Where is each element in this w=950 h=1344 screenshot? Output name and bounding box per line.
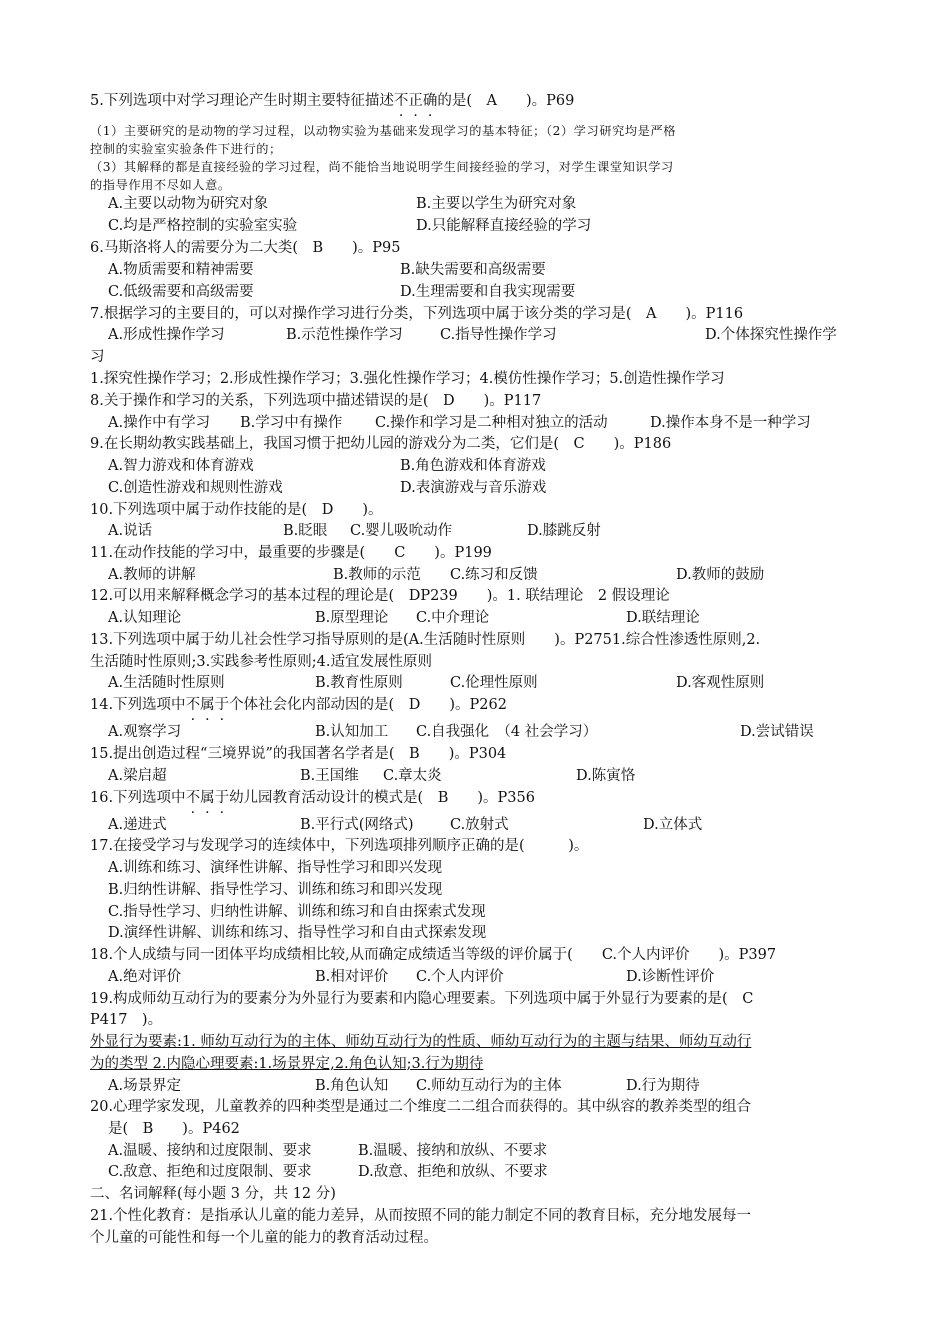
q13-option-b: B.教育性原则: [315, 675, 403, 691]
q11-stem: 11.在动作技能的学习中，最重要的步骤是( C )。P199: [90, 545, 492, 561]
q19-option-c: C.师幼互动行为的主体: [416, 1078, 562, 1094]
q7-option-b: B.示范性操作学习: [286, 327, 403, 343]
section-heading: 二、名词解释(每小题 3 分，共 12 分): [90, 1186, 336, 1202]
q20-option-a: A.温暖、接纳和过度限制、要求: [108, 1143, 312, 1159]
q9-option-a: A.智力游戏和体育游戏: [108, 458, 254, 474]
q10-option-c: C.婴儿吸吮动作: [350, 523, 453, 539]
q15-option-d: D.陈寅恪: [576, 768, 636, 784]
q7-option-a: A.形成性操作学习: [108, 327, 225, 343]
q5-note-4: 的指导作用不尽如人意。: [90, 178, 231, 192]
q12-option-c: C.中介理论: [416, 610, 490, 626]
q17-option-d: D.演绎性讲解、训练和练习、指导性学习和自由式探索发现: [108, 925, 487, 941]
emphasis-char: 确: [422, 93, 438, 109]
q15-option-c: C.章太炎: [383, 768, 442, 784]
q14-option-b: B.认知加工: [315, 724, 389, 740]
q15-option-a: A.梁启超: [108, 768, 167, 784]
q5-option-c: C.均是严格控制的实验室实验: [108, 218, 298, 234]
emphasis-char: 于: [214, 697, 230, 713]
q19-stem-2: P417 )。: [90, 1012, 163, 1028]
emphasis-char: 不: [185, 790, 201, 806]
q7-note: 1.探究性操作学习；2.形成性操作学习；3.强化性操作学习；4.模仿性操作学习；5.创造性操作学习: [90, 371, 725, 387]
q19-note-2: 为的类型 2.内隐心理要素:1.场景界定,2.角色认知;3.行为期待: [90, 1056, 484, 1072]
q11-option-b: B.教师的示范: [333, 567, 421, 583]
q21-line-2: 个儿童的可能性和每一个儿童的能力的教育活动过程。: [90, 1230, 438, 1246]
q6-option-c: C.低级需要和高级需要: [108, 284, 254, 300]
q12-option-d: D.联结理论: [626, 610, 700, 626]
q14-option-d: D.尝试错误: [740, 724, 814, 740]
q8-option-c: C.操作和学习是二种相对独立的活动: [375, 415, 608, 431]
q5-note-3: （3）其解释的都是直接经验的学习过程，尚不能恰当地说明学生间接经验的学习，对学生课堂知识学习: [90, 160, 674, 174]
q11-option-d: D.教师的鼓励: [676, 567, 765, 583]
q19-option-b: B.角色认知: [315, 1078, 389, 1094]
q5-option-b: B.主要以学生为研究对象: [416, 196, 577, 212]
q8-option-b: B.学习中有操作: [240, 415, 343, 431]
q19-option-a: A.场景界定: [108, 1078, 182, 1094]
q11-option-c: C.练习和反馈: [450, 567, 538, 583]
q15-option-b: B.王国维: [300, 768, 359, 784]
q20-stem: 20.心理学家发现，儿童教养的四种类型是通过二个维度二二组合而获得的。其中纵容的教养类型的组合: [90, 1099, 752, 1115]
q6-option-b: B.缺失需要和高级需要: [400, 262, 546, 278]
q5-option-d: D.只能解释直接经验的学习: [416, 218, 592, 234]
q13-option-a: A.生活随时性原则: [108, 675, 225, 691]
q18-option-b: B.相对评价: [315, 969, 389, 985]
q12-stem: 12.可以用来解释概念学习的基本过程的理论是( DP239 )。1. 联结理论 2 假设理论: [90, 588, 670, 604]
q16-option-d: D.立体式: [643, 817, 703, 833]
q18-stem: 18.个人成绩与同一团体平均成绩相比较,从而确定成绩适当等级的评价属于( C.个人内评价 )。P397: [90, 947, 777, 963]
q8-option-d: D.操作本身不是一种学习: [650, 415, 811, 431]
emphasis-char: 属: [200, 697, 215, 713]
emphasis-char: 属: [200, 790, 215, 806]
q20-option-c: C.敌意、拒绝和过度限制、要求: [108, 1164, 312, 1180]
q17-option-b: B.归纳性讲解、指导性学习、训练和练习和即兴发现: [108, 882, 443, 898]
q8-stem: 8.关于操作和学习的关系，下列选项中描述错误的是( D )。P117: [90, 393, 542, 409]
q9-stem: 9.在长期幼教实践基础上，我国习惯于把幼儿园的游戏分为二类，它们是( C )。P186: [90, 436, 672, 452]
q10-option-b: B.眨眼: [283, 523, 328, 539]
q6-option-d: D.生理需要和自我实现需要: [400, 284, 576, 300]
q9-option-c: C.创造性游戏和规则性游戏: [108, 480, 283, 496]
q18-option-a: A.绝对评价: [108, 969, 182, 985]
q10-option-a: A.说话: [108, 523, 153, 539]
q19-stem: 19.构成师幼互动行为的要素分为外显行为要素和内隐心理要素。下列选项中属于外显行为要素的是( C: [90, 991, 754, 1007]
emphasis-char: 于: [214, 790, 230, 806]
q13-stem: 13.下列选项中属于幼儿社会性学习指导原则的是(A.生活随时性原则 )。P2751.综合性渗透性原则,2.: [90, 632, 761, 648]
q10-option-d: D.膝跳反射: [527, 523, 601, 539]
q5-stem: 5.下列选项中对学习理论产生时期主要特征描述不正确的是( A )。P69: [90, 93, 575, 109]
q20-stem-2: 是( B )。P462: [108, 1121, 240, 1137]
q8-option-a: A.操作中有学习: [108, 415, 211, 431]
q9-option-b: B.角色游戏和体育游戏: [400, 458, 546, 474]
q13-stem-2: 生活随时性原则;3.实践参考性原则;4.适宜发展性原则: [90, 654, 432, 670]
q18-option-c: C.个人内评价: [416, 969, 504, 985]
q17-option-a: A.训练和练习、演绎性讲解、指导性学习和即兴发现: [108, 860, 443, 876]
q10-stem: 10.下列选项中属于动作技能的是( D )。: [90, 502, 383, 518]
q14-stem: 14.下列选项中不属于个体社会化内部动因的是( D )。P262: [90, 697, 507, 713]
q18-option-d: D.诊断性评价: [626, 969, 715, 985]
q7-stem: 7.根据学习的主要目的，可以对操作学习进行分类，下列选项中属于该分类的学习是( A )。P116: [90, 306, 744, 322]
q20-option-d: D.敌意、拒绝和放纵、不要求: [358, 1164, 548, 1180]
q16-option-a: A.递进式: [108, 817, 167, 833]
q14-option-a: A.观察学习: [108, 724, 182, 740]
q16-option-c: C.放射式: [450, 817, 509, 833]
q16-stem: 16.下列选项中不属于幼儿园教育活动设计的模式是( B )。P356: [90, 790, 535, 806]
q19-option-d: D.行为期待: [626, 1078, 700, 1094]
q5-note-2: 控制的实验室实验条件下进行的；: [90, 142, 282, 156]
q6-stem: 6.马斯洛将人的需要分为二大类( B )。P95: [90, 240, 401, 256]
q7-option-c: C.指导性操作学习: [440, 327, 557, 343]
q13-option-d: D.客观性原则: [676, 675, 765, 691]
q5-option-a: A.主要以动物为研究对象: [108, 196, 269, 212]
q16-option-b: B.平行式(网络式): [300, 817, 414, 833]
q6-option-a: A.物质需要和精神需要: [108, 262, 254, 278]
q19-note-1: 外显行为要素:1. 师幼互动行为的主体、师幼互动行为的性质、师幼互动行为的主题与结果、师幼互动行: [90, 1034, 752, 1050]
q12-option-b: B.原型理论: [315, 610, 389, 626]
q17-option-c: C.指导性学习、归纳性讲解、训练和练习和自由探索式发现: [108, 904, 486, 920]
emphasis-char: 不: [393, 93, 409, 109]
q17-stem: 17.在接受学习与发现学习的连续体中，下列选项排列顺序正确的是( )。: [90, 838, 589, 854]
emphasis-char: 正: [408, 93, 423, 109]
q21-line-1: 21.个性化教育：是指承认儿童的能力差异，从而按照不同的能力制定不同的教育目标，充分地发展每一: [90, 1208, 752, 1224]
q14-option-c: C.自我强化 （4 社会学习）: [416, 724, 598, 740]
emphasis-char: 不: [185, 697, 201, 713]
q11-option-a: A.教师的讲解: [108, 567, 196, 583]
q20-option-b: B.温暖、接纳和放纵、不要求: [358, 1143, 548, 1159]
q9-option-d: D.表演游戏与音乐游戏: [400, 480, 547, 496]
q7-option-d-wrap: 习: [90, 349, 105, 365]
q13-option-c: C.伦理性原则: [450, 675, 538, 691]
q12-option-a: A.认知理论: [108, 610, 182, 626]
q5-note-1: （1）主要研究的是动物的学习过程，以动物实验为基础来发现学习的基本特征；（2）学习研究均是严格: [90, 124, 677, 138]
q7-option-d: D.个体探究性操作学: [705, 327, 837, 343]
q15-stem: 15.提出创造过程“三境界说”的我国著名学者是( B )。P304: [90, 746, 507, 762]
